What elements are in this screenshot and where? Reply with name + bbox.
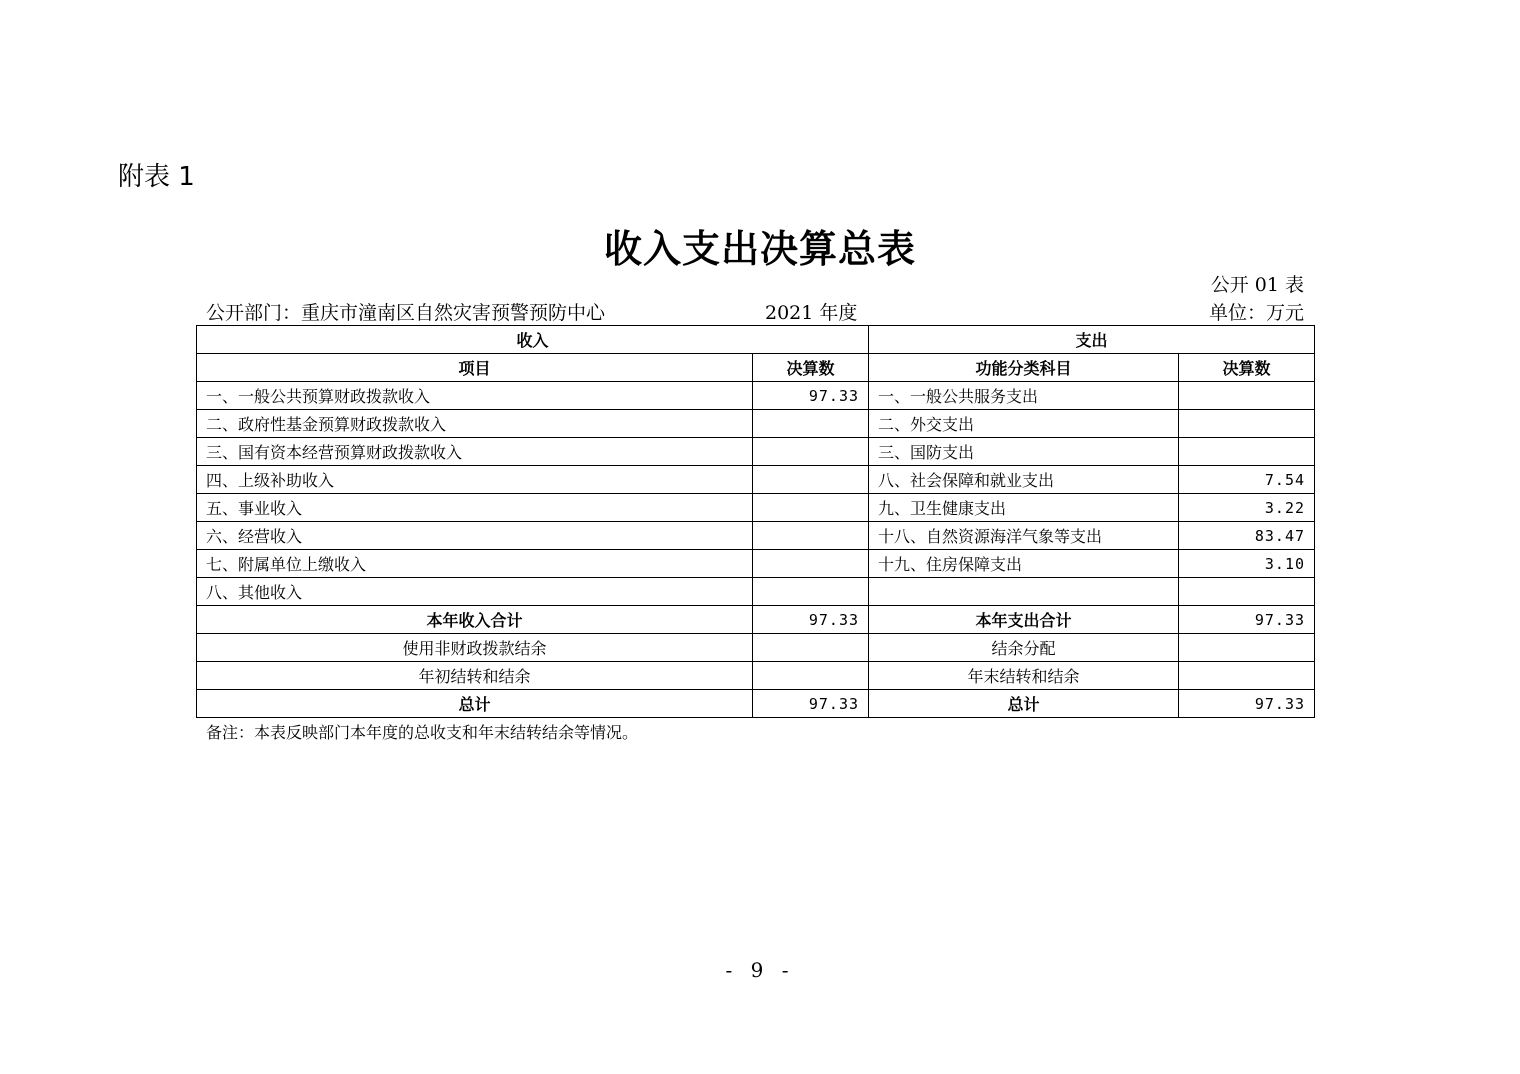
table-row	[197, 522, 1315, 550]
income-amount	[753, 522, 869, 550]
expense-amount	[1179, 382, 1315, 410]
income-total-label: 本年收入合计	[197, 606, 753, 634]
expense-item: 三、国防支出	[869, 438, 1179, 466]
begin-balance-label: 年初结转和结余	[197, 662, 753, 690]
income-header: 收入	[197, 326, 869, 354]
expense-item: 九、卫生健康支出	[869, 494, 1179, 522]
balance-row	[197, 662, 1315, 690]
income-item: 三、国有资本经营预算财政拨款收入	[197, 438, 753, 466]
table-row	[197, 466, 1315, 494]
expense-item: 八、社会保障和就业支出	[869, 466, 1179, 494]
income-amount	[753, 578, 869, 606]
column-header-row	[197, 354, 1315, 382]
expense-item: 十八、自然资源海洋气象等支出	[869, 522, 1179, 550]
table-row	[197, 578, 1315, 606]
page-number: - 9 -	[725, 958, 795, 982]
income-amount	[753, 494, 869, 522]
fiscal-year: 2021 年度	[765, 302, 858, 324]
expense-item: 二、外交支出	[869, 410, 1179, 438]
surplus-distribution-amount	[1179, 634, 1315, 662]
income-item: 八、其他收入	[197, 578, 753, 606]
expense-amount	[1179, 578, 1315, 606]
table-row	[197, 550, 1315, 578]
income-item: 二、政府性基金预算财政拨款收入	[197, 410, 753, 438]
budget-table	[196, 325, 1315, 718]
annual-total-row	[197, 606, 1315, 634]
unit-label: 单位：万元	[1208, 302, 1304, 324]
appendix-label: 附表 1	[118, 162, 195, 192]
expense-total-amount: 97.33	[1179, 606, 1315, 634]
expense-amount: 3.10	[1179, 550, 1315, 578]
footnote: 备注：本表反映部门本年度的总收支和年末结转结余等情况。	[206, 723, 639, 742]
expense-amount: 83.47	[1179, 522, 1315, 550]
end-balance-amount	[1179, 662, 1315, 690]
expense-amount: 7.54	[1179, 466, 1315, 494]
expense-item	[869, 578, 1179, 606]
surplus-distribution-label: 结余分配	[869, 634, 1179, 662]
expense-item: 一、一般公共服务支出	[869, 382, 1179, 410]
end-balance-label: 年末结转和结余	[869, 662, 1179, 690]
table-row	[197, 382, 1315, 410]
income-item: 七、附属单位上缴收入	[197, 550, 753, 578]
grand-total-label: 总计	[197, 690, 753, 718]
expense-item: 十九、住房保障支出	[869, 550, 1179, 578]
page-title: 收入支出决算总表	[603, 227, 916, 271]
col-amount2-header: 决算数	[1179, 354, 1315, 382]
expense-amount	[1179, 438, 1315, 466]
grand-total-label-expense: 总计	[869, 690, 1179, 718]
income-item: 四、上级补助收入	[197, 466, 753, 494]
section-header-row	[197, 326, 1315, 354]
income-amount	[753, 438, 869, 466]
income-amount	[753, 550, 869, 578]
department: 公开部门：重庆市潼南区自然灾害预警预防中心	[206, 302, 606, 324]
col-amount-header: 决算数	[753, 354, 869, 382]
expense-header: 支出	[869, 326, 1315, 354]
nonfiscal-row	[197, 634, 1315, 662]
grand-total-expense: 97.33	[1179, 690, 1315, 718]
col-function-header: 功能分类科目	[869, 354, 1179, 382]
income-item: 五、事业收入	[197, 494, 753, 522]
expense-amount: 3.22	[1179, 494, 1315, 522]
table-row	[197, 410, 1315, 438]
income-amount	[753, 410, 869, 438]
income-amount	[753, 466, 869, 494]
nonfiscal-amount	[753, 634, 869, 662]
form-number: 公开 01 表	[1210, 274, 1304, 296]
nonfiscal-label: 使用非财政拨款结余	[197, 634, 753, 662]
expense-total-label: 本年支出合计	[869, 606, 1179, 634]
grand-total-row	[197, 690, 1315, 718]
income-amount: 97.33	[753, 382, 869, 410]
col-item-header: 项目	[197, 354, 753, 382]
income-item: 一、一般公共预算财政拨款收入	[197, 382, 753, 410]
table-row	[197, 438, 1315, 466]
expense-amount	[1179, 410, 1315, 438]
table-row	[197, 494, 1315, 522]
income-item: 六、经营收入	[197, 522, 753, 550]
grand-total-income: 97.33	[753, 690, 869, 718]
begin-balance-amount	[753, 662, 869, 690]
income-total-amount: 97.33	[753, 606, 869, 634]
